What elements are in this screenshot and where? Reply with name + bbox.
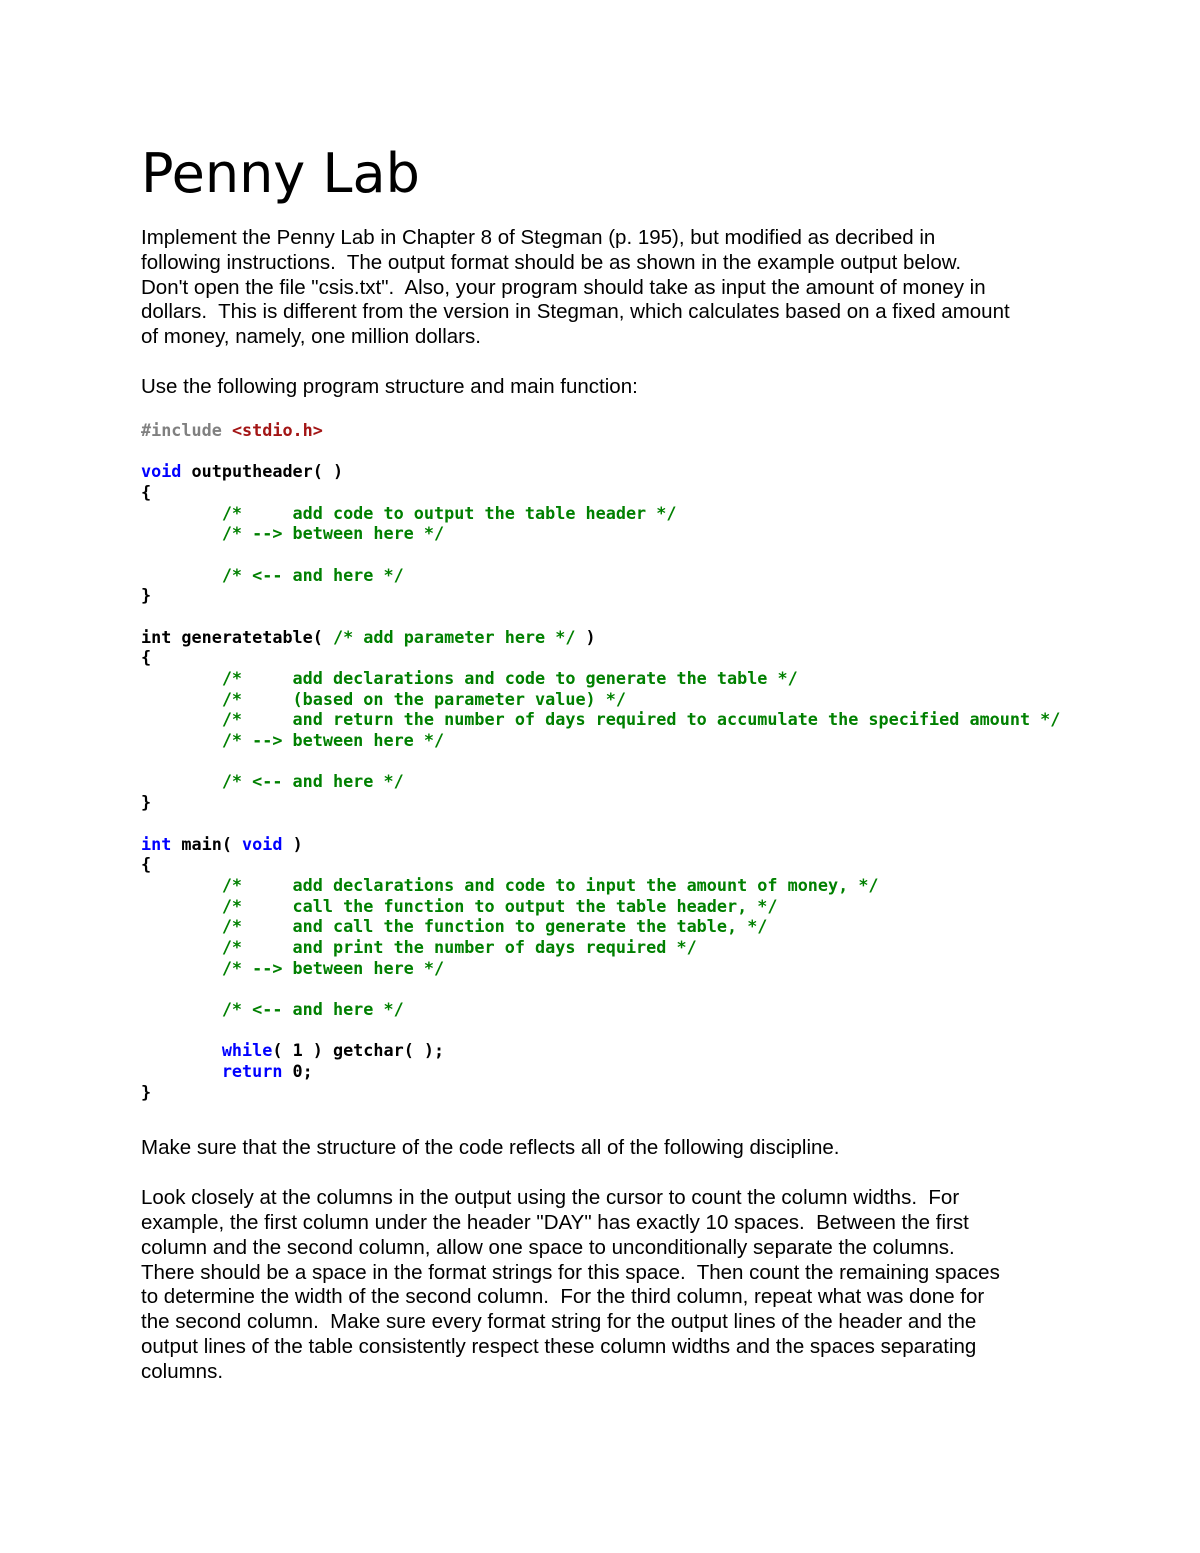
code-token [141, 916, 222, 936]
code-token: /* (based on the parameter value) */ [221, 688, 626, 709]
code-token [141, 1061, 222, 1081]
code-token [141, 709, 222, 729]
code-line [141, 1082, 1071, 1103]
code-line [141, 627, 1071, 648]
code-line [141, 544, 1071, 565]
code-line [141, 1020, 1071, 1041]
code-token: int [141, 833, 172, 854]
code-token [141, 668, 222, 688]
code-token: /* and print the number of days required */ [221, 936, 697, 957]
code-token [141, 689, 222, 709]
code-line [141, 999, 1071, 1020]
code-token [141, 1040, 222, 1060]
code-block [141, 420, 1071, 1103]
document-title: Penny Lab [141, 142, 420, 205]
code-line [141, 813, 1071, 834]
code-line [141, 440, 1071, 461]
code-token: #include [141, 419, 232, 440]
code-line [141, 771, 1071, 792]
code-token [141, 503, 222, 523]
code-token: { [141, 647, 152, 668]
discipline-paragraph: Make sure that the structure of the code reflects all of the following discipline. [141, 1136, 840, 1160]
code-token: /* --> between here */ [221, 523, 445, 544]
code-token: } [141, 1081, 152, 1102]
code-token: /* add declarations and code to input the amount of money, */ [221, 874, 879, 895]
code-token: /* and call the function to generate the table, */ [221, 916, 768, 937]
code-token: return [221, 1061, 283, 1082]
code-token: } [141, 792, 152, 813]
code-token: /* add declarations and code to generate the table */ [221, 668, 798, 689]
code-token: ) [282, 833, 303, 854]
code-token [141, 523, 222, 543]
code-token: { [141, 854, 152, 875]
code-line [141, 420, 1071, 441]
code-token: ) [575, 626, 596, 647]
code-token: main( [171, 833, 243, 854]
code-line [141, 709, 1071, 730]
code-line [141, 1040, 1071, 1061]
code-token [141, 937, 222, 957]
code-line [141, 916, 1071, 937]
code-line [141, 792, 1071, 813]
code-line [141, 503, 1071, 524]
code-line [141, 523, 1071, 544]
code-token: /* <-- and here */ [221, 999, 404, 1020]
code-token: while [221, 1040, 273, 1061]
code-line [141, 854, 1071, 875]
columns-paragraph: Look closely at the columns in the output using the cursor to count the column widths. For example, the first column under the header "DAY" has exactly 10 spaces. Between the first column and the second column, allow one space to unconditionally separate the columns. There should be a space in the format strings for this space. Then count the remaining spaces to determine the width of the second column. For the third column, repeat what was done for the second column. Make sure every format string for the output lines of the header and the output lines of the table consistently respect these column widths and the spaces separating columns. [141, 1186, 1000, 1383]
code-line [141, 896, 1071, 917]
code-token [141, 771, 222, 791]
code-line [141, 606, 1071, 627]
code-line [141, 834, 1071, 855]
code-line [141, 978, 1071, 999]
code-line [141, 1061, 1071, 1082]
code-line [141, 647, 1071, 668]
code-line [141, 689, 1071, 710]
structure-paragraph: Use the following program structure and main function: [141, 374, 638, 398]
code-line [141, 730, 1071, 751]
code-line [141, 875, 1071, 896]
code-token: /* add code to output the table header */ [221, 502, 677, 523]
code-token: /* add parameter here */ [332, 626, 576, 647]
code-token: { [141, 481, 152, 502]
code-token: } [141, 585, 152, 606]
code-line [141, 585, 1071, 606]
intro-paragraph: Implement the Penny Lab in Chapter 8 of Stegman (p. 195), but modified as decribed in following instructions. The output format should be as shown in the example output below. Don't open the file "csis.txt". Also, your program should take as input the amount of money in dollars. This is different from the version in Stegman, which calculates based on a fixed amount of money, namely, one million dollars. [141, 226, 1010, 349]
code-line [141, 461, 1071, 482]
code-line [141, 565, 1071, 586]
code-token [141, 730, 222, 750]
code-line [141, 668, 1071, 689]
document-content [141, 143, 1071, 1385]
code-token [141, 565, 222, 585]
code-token: void [141, 461, 182, 482]
code-token: /* --> between here */ [221, 957, 445, 978]
code-line [141, 958, 1071, 979]
code-token: outputheader( ) [181, 461, 344, 482]
code-line [141, 751, 1071, 772]
code-line [141, 937, 1071, 958]
code-token: /* <-- and here */ [221, 564, 404, 585]
code-token: /* and return the number of days required to accumulate the specified amount */ [221, 709, 1061, 730]
code-token: <stdio.h> [231, 419, 323, 440]
code-token: void [242, 833, 283, 854]
code-token [141, 875, 222, 895]
code-token [141, 999, 222, 1019]
code-token: 0; [282, 1061, 313, 1082]
code-line [141, 482, 1071, 503]
code-token: /* <-- and here */ [221, 771, 404, 792]
code-token: int generatetable( [141, 626, 333, 647]
code-token [141, 896, 222, 916]
code-token: /* call the function to output the table header, */ [221, 895, 778, 916]
code-token: ( 1 ) getchar( ); [272, 1040, 445, 1061]
code-token [141, 958, 222, 978]
code-token: /* --> between here */ [221, 730, 445, 751]
